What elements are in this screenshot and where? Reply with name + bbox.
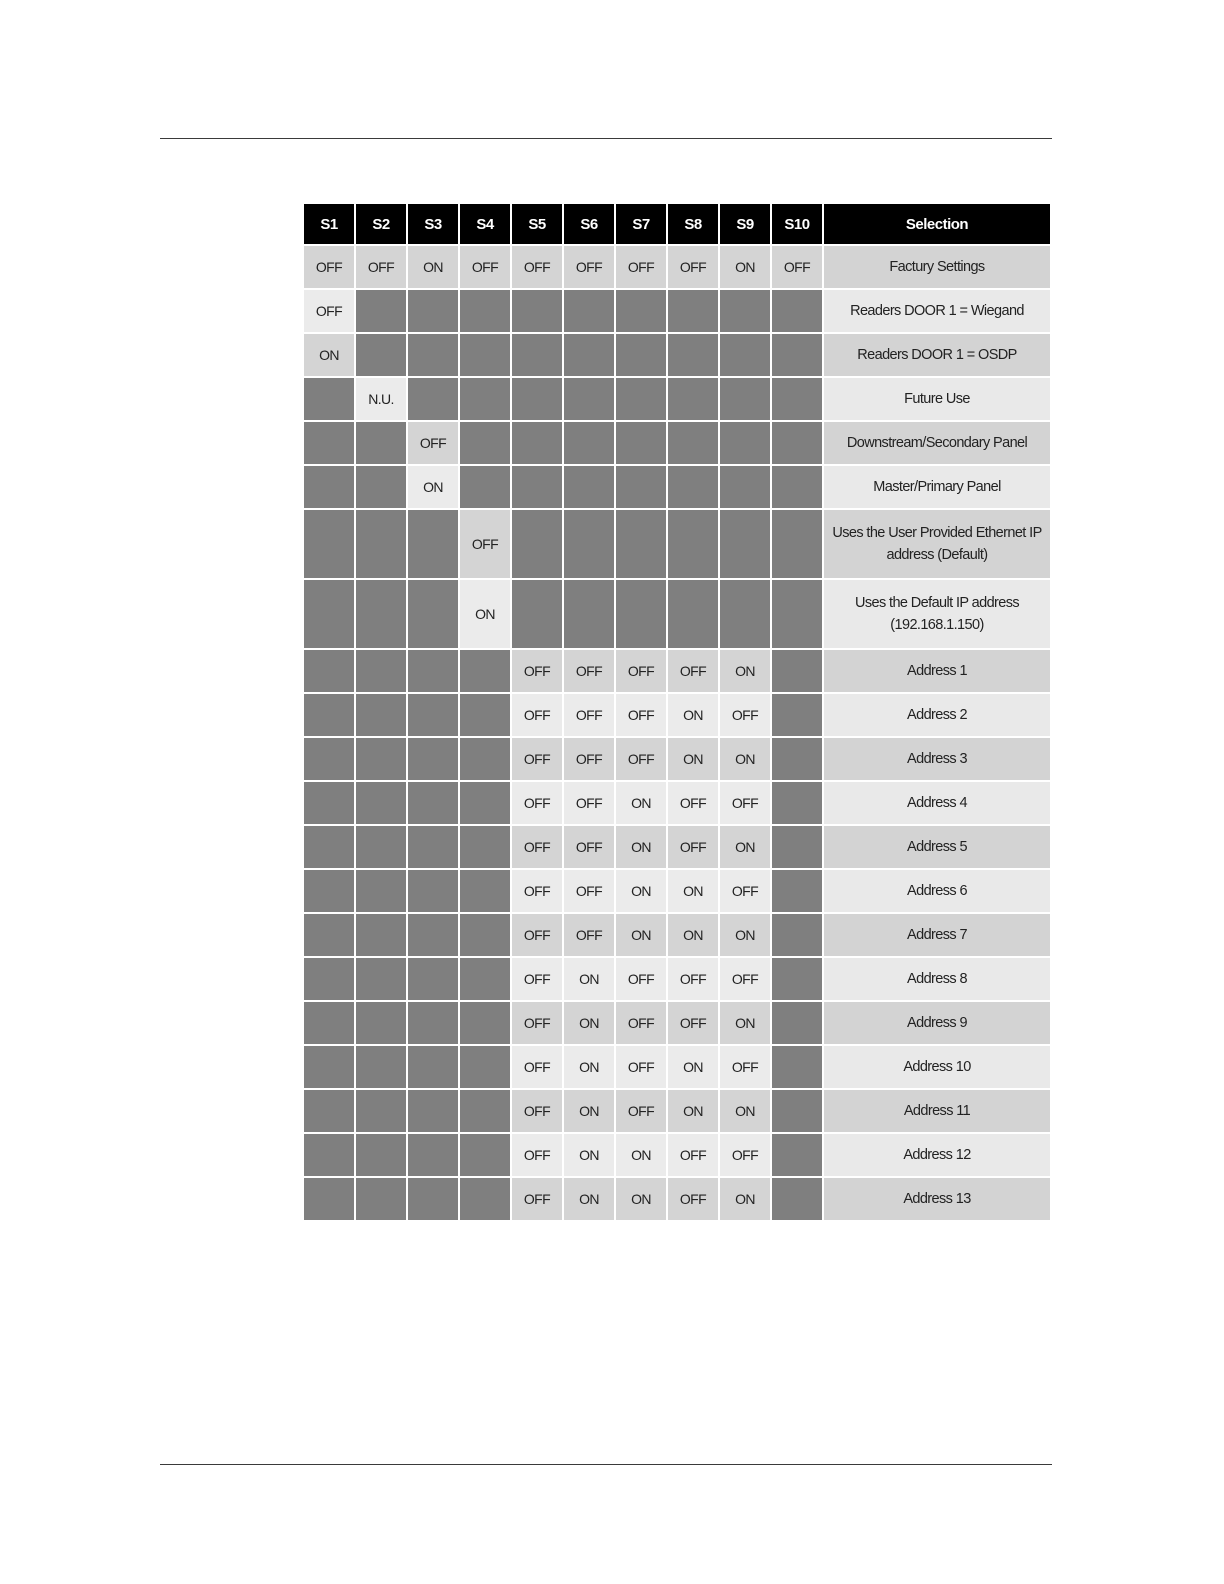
switch-cell-s7: ON xyxy=(616,826,666,868)
switch-cell-s2 xyxy=(356,870,406,912)
switch-cell-s8 xyxy=(668,422,718,464)
switch-cell-s8 xyxy=(668,378,718,420)
switch-cell-s8: OFF xyxy=(668,1178,718,1220)
switch-cell-s3 xyxy=(408,694,458,736)
switch-cell-s2 xyxy=(356,334,406,376)
table-row xyxy=(304,826,1050,868)
switch-cell-s10 xyxy=(772,334,822,376)
switch-cell-s2 xyxy=(356,510,406,578)
table-row xyxy=(304,1090,1050,1132)
selection-cell: Readers DOOR 1 = Wiegand xyxy=(824,290,1050,332)
switch-cell-s3 xyxy=(408,914,458,956)
selection-cell: Future Use xyxy=(824,378,1050,420)
header-s9: S9 xyxy=(720,204,770,244)
switch-cell-s10 xyxy=(772,510,822,578)
table-row xyxy=(304,914,1050,956)
switch-cell-s2 xyxy=(356,958,406,1000)
switch-cell-s4 xyxy=(460,334,510,376)
switch-cell-s5: OFF xyxy=(512,1134,562,1176)
switch-cell-s7: ON xyxy=(616,870,666,912)
selection-cell: Address 3 xyxy=(824,738,1050,780)
switch-cell-s6: OFF xyxy=(564,782,614,824)
switch-cell-s7: ON xyxy=(616,782,666,824)
table-header-row xyxy=(304,204,1050,244)
switch-cell-s1: ON xyxy=(304,334,354,376)
switch-cell-s5: OFF xyxy=(512,1046,562,1088)
switch-cell-s4 xyxy=(460,1002,510,1044)
switch-cell-s1 xyxy=(304,1134,354,1176)
switch-cell-s10 xyxy=(772,826,822,868)
switch-cell-s3 xyxy=(408,1046,458,1088)
switch-cell-s6: ON xyxy=(564,958,614,1000)
header-s3: S3 xyxy=(408,204,458,244)
switch-cell-s5: OFF xyxy=(512,1178,562,1220)
switch-cell-s10 xyxy=(772,580,822,648)
switch-cell-s3 xyxy=(408,826,458,868)
selection-cell: Address 2 xyxy=(824,694,1050,736)
selection-cell: Address 11 xyxy=(824,1090,1050,1132)
switch-cell-s6: OFF xyxy=(564,914,614,956)
switch-cell-s2 xyxy=(356,782,406,824)
switch-cell-s3 xyxy=(408,334,458,376)
switch-cell-s1 xyxy=(304,782,354,824)
switch-cell-s3 xyxy=(408,958,458,1000)
table-row xyxy=(304,1178,1050,1220)
selection-cell: Address 10 xyxy=(824,1046,1050,1088)
switch-cell-s10 xyxy=(772,1134,822,1176)
switch-cell-s9: ON xyxy=(720,1002,770,1044)
switch-cell-s7 xyxy=(616,334,666,376)
switch-cell-s10 xyxy=(772,1090,822,1132)
switch-cell-s1 xyxy=(304,870,354,912)
switch-cell-s9: OFF xyxy=(720,1134,770,1176)
switch-cell-s7: ON xyxy=(616,1178,666,1220)
switch-cell-s4 xyxy=(460,958,510,1000)
switch-cell-s5 xyxy=(512,510,562,578)
switch-cell-s7: OFF xyxy=(616,650,666,692)
selection-cell: Downstream/Secondary Panel xyxy=(824,422,1050,464)
switch-cell-s9: ON xyxy=(720,1178,770,1220)
switch-cell-s2 xyxy=(356,290,406,332)
switch-cell-s5: OFF xyxy=(512,246,562,288)
switch-cell-s9 xyxy=(720,378,770,420)
switch-cell-s6: OFF xyxy=(564,650,614,692)
switch-cell-s9: OFF xyxy=(720,694,770,736)
switch-cell-s5 xyxy=(512,290,562,332)
switch-cell-s9: OFF xyxy=(720,870,770,912)
switch-cell-s9 xyxy=(720,580,770,648)
switch-cell-s6: OFF xyxy=(564,870,614,912)
footer-rule xyxy=(160,1464,1052,1465)
switch-cell-s1 xyxy=(304,580,354,648)
switch-cell-s3 xyxy=(408,738,458,780)
switch-cell-s10 xyxy=(772,914,822,956)
switch-cell-s1 xyxy=(304,958,354,1000)
switch-cell-s6 xyxy=(564,422,614,464)
switch-cell-s4 xyxy=(460,422,510,464)
table-row xyxy=(304,466,1050,508)
switch-cell-s2 xyxy=(356,826,406,868)
switch-cell-s8: ON xyxy=(668,914,718,956)
switch-cell-s10 xyxy=(772,738,822,780)
switch-cell-s3 xyxy=(408,580,458,648)
switch-cell-s7: OFF xyxy=(616,1046,666,1088)
selection-cell: Master/Primary Panel xyxy=(824,466,1050,508)
switch-cell-s7: OFF xyxy=(616,246,666,288)
switch-cell-s10 xyxy=(772,870,822,912)
switch-cell-s4 xyxy=(460,378,510,420)
switch-cell-s8: ON xyxy=(668,738,718,780)
switch-cell-s9: ON xyxy=(720,650,770,692)
switch-cell-s9: ON xyxy=(720,826,770,868)
switch-cell-s6: ON xyxy=(564,1134,614,1176)
switch-cell-s7 xyxy=(616,378,666,420)
switch-cell-s8 xyxy=(668,580,718,648)
header-rule xyxy=(160,138,1052,139)
table-row xyxy=(304,1134,1050,1176)
switch-cell-s5: OFF xyxy=(512,870,562,912)
switch-cell-s10: OFF xyxy=(772,246,822,288)
switch-cell-s3 xyxy=(408,1090,458,1132)
switch-cell-s9: OFF xyxy=(720,782,770,824)
switch-cell-s3: ON xyxy=(408,246,458,288)
selection-cell: Uses the User Provided Ethernet IP address (Default) xyxy=(824,510,1050,578)
table-row xyxy=(304,580,1050,648)
selection-cell: Address 1 xyxy=(824,650,1050,692)
switch-cell-s5 xyxy=(512,422,562,464)
switch-cell-s5: OFF xyxy=(512,1002,562,1044)
table-row xyxy=(304,958,1050,1000)
switch-cell-s5 xyxy=(512,580,562,648)
switch-cell-s4: OFF xyxy=(460,510,510,578)
switch-cell-s2 xyxy=(356,1178,406,1220)
switch-cell-s4: ON xyxy=(460,580,510,648)
table-row xyxy=(304,246,1050,288)
switch-cell-s6: ON xyxy=(564,1046,614,1088)
switch-cell-s8: ON xyxy=(668,1046,718,1088)
switch-cell-s10 xyxy=(772,466,822,508)
switch-cell-s3 xyxy=(408,1002,458,1044)
switch-cell-s10 xyxy=(772,782,822,824)
selection-cell: Address 9 xyxy=(824,1002,1050,1044)
selection-cell: Address 13 xyxy=(824,1178,1050,1220)
header-s5: S5 xyxy=(512,204,562,244)
switch-cell-s6: ON xyxy=(564,1090,614,1132)
switch-cell-s1 xyxy=(304,378,354,420)
switch-cell-s5 xyxy=(512,378,562,420)
switch-cell-s6 xyxy=(564,510,614,578)
switch-cell-s6 xyxy=(564,378,614,420)
switch-cell-s8 xyxy=(668,466,718,508)
switch-cell-s1 xyxy=(304,694,354,736)
switch-cell-s6: ON xyxy=(564,1178,614,1220)
switch-cell-s8: OFF xyxy=(668,1002,718,1044)
switch-cell-s7: ON xyxy=(616,914,666,956)
switch-cell-s4: OFF xyxy=(460,246,510,288)
switch-cell-s3 xyxy=(408,1134,458,1176)
switch-cell-s9 xyxy=(720,466,770,508)
switch-cell-s3: ON xyxy=(408,466,458,508)
table-row xyxy=(304,378,1050,420)
switch-cell-s4 xyxy=(460,1090,510,1132)
switch-cell-s4 xyxy=(460,738,510,780)
switch-cell-s5: OFF xyxy=(512,1090,562,1132)
switch-cell-s1 xyxy=(304,1046,354,1088)
selection-cell: Address 12 xyxy=(824,1134,1050,1176)
switch-cell-s10 xyxy=(772,1178,822,1220)
switch-cell-s8 xyxy=(668,510,718,578)
switch-cell-s4 xyxy=(460,1046,510,1088)
switch-cell-s10 xyxy=(772,1046,822,1088)
dip-switch-table xyxy=(302,202,1052,1222)
switch-cell-s9: ON xyxy=(720,1090,770,1132)
switch-cell-s10 xyxy=(772,290,822,332)
switch-cell-s6: OFF xyxy=(564,738,614,780)
switch-cell-s7: OFF xyxy=(616,1090,666,1132)
switch-cell-s8: ON xyxy=(668,1090,718,1132)
switch-cell-s8: ON xyxy=(668,694,718,736)
header-s7: S7 xyxy=(616,204,666,244)
switch-cell-s10 xyxy=(772,422,822,464)
switch-cell-s3 xyxy=(408,870,458,912)
header-s10: S10 xyxy=(772,204,822,244)
switch-cell-s1 xyxy=(304,1178,354,1220)
switch-cell-s10 xyxy=(772,650,822,692)
switch-cell-s4 xyxy=(460,290,510,332)
switch-cell-s4 xyxy=(460,1134,510,1176)
switch-cell-s8: ON xyxy=(668,870,718,912)
selection-cell: Address 4 xyxy=(824,782,1050,824)
switch-cell-s2 xyxy=(356,738,406,780)
switch-cell-s6 xyxy=(564,466,614,508)
switch-cell-s5: OFF xyxy=(512,738,562,780)
switch-cell-s6: OFF xyxy=(564,246,614,288)
switch-cell-s5 xyxy=(512,334,562,376)
selection-cell: Uses the Default IP address (192.168.1.150) xyxy=(824,580,1050,648)
switch-cell-s3 xyxy=(408,510,458,578)
switch-cell-s5: OFF xyxy=(512,958,562,1000)
switch-cell-s2 xyxy=(356,1134,406,1176)
switch-cell-s2 xyxy=(356,650,406,692)
switch-cell-s2 xyxy=(356,1046,406,1088)
switch-cell-s1 xyxy=(304,650,354,692)
switch-cell-s3 xyxy=(408,650,458,692)
switch-cell-s5: OFF xyxy=(512,782,562,824)
switch-cell-s2 xyxy=(356,694,406,736)
switch-cell-s9: ON xyxy=(720,246,770,288)
switch-cell-s2: OFF xyxy=(356,246,406,288)
switch-cell-s6 xyxy=(564,580,614,648)
switch-cell-s10 xyxy=(772,694,822,736)
switch-cell-s1: OFF xyxy=(304,246,354,288)
switch-cell-s4 xyxy=(460,650,510,692)
header-s8: S8 xyxy=(668,204,718,244)
switch-cell-s4 xyxy=(460,870,510,912)
table-row xyxy=(304,1002,1050,1044)
switch-cell-s2 xyxy=(356,1090,406,1132)
switch-cell-s9 xyxy=(720,422,770,464)
switch-cell-s3 xyxy=(408,290,458,332)
switch-cell-s3 xyxy=(408,378,458,420)
table-row xyxy=(304,1046,1050,1088)
switch-cell-s8 xyxy=(668,290,718,332)
switch-cell-s8: OFF xyxy=(668,782,718,824)
switch-cell-s7 xyxy=(616,510,666,578)
selection-cell: Factury Settings xyxy=(824,246,1050,288)
switch-cell-s6: OFF xyxy=(564,694,614,736)
table-row xyxy=(304,694,1050,736)
switch-cell-s7: OFF xyxy=(616,1002,666,1044)
switch-cell-s9: ON xyxy=(720,914,770,956)
selection-cell: Address 7 xyxy=(824,914,1050,956)
switch-cell-s4 xyxy=(460,782,510,824)
switch-cell-s7: OFF xyxy=(616,738,666,780)
switch-cell-s1: OFF xyxy=(304,290,354,332)
switch-cell-s8: OFF xyxy=(668,958,718,1000)
switch-cell-s3: OFF xyxy=(408,422,458,464)
switch-cell-s5: OFF xyxy=(512,914,562,956)
switch-cell-s9: OFF xyxy=(720,958,770,1000)
switch-cell-s4 xyxy=(460,826,510,868)
table-row xyxy=(304,510,1050,578)
switch-cell-s4 xyxy=(460,914,510,956)
switch-cell-s6: OFF xyxy=(564,826,614,868)
switch-cell-s3 xyxy=(408,1178,458,1220)
switch-cell-s9: ON xyxy=(720,738,770,780)
switch-cell-s1 xyxy=(304,510,354,578)
switch-cell-s9 xyxy=(720,334,770,376)
switch-cell-s7 xyxy=(616,580,666,648)
table-row xyxy=(304,422,1050,464)
switch-cell-s4 xyxy=(460,466,510,508)
switch-cell-s2: N.U. xyxy=(356,378,406,420)
switch-cell-s4 xyxy=(460,694,510,736)
switch-cell-s2 xyxy=(356,914,406,956)
switch-cell-s5: OFF xyxy=(512,826,562,868)
table-row xyxy=(304,650,1050,692)
switch-cell-s8: OFF xyxy=(668,246,718,288)
switch-cell-s6 xyxy=(564,290,614,332)
switch-cell-s9 xyxy=(720,510,770,578)
switch-cell-s5: OFF xyxy=(512,650,562,692)
switch-cell-s2 xyxy=(356,466,406,508)
switch-cell-s8: OFF xyxy=(668,826,718,868)
switch-cell-s7 xyxy=(616,466,666,508)
header-selection: Selection xyxy=(824,204,1050,244)
switch-cell-s6: ON xyxy=(564,1002,614,1044)
switch-cell-s8 xyxy=(668,334,718,376)
switch-cell-s1 xyxy=(304,914,354,956)
selection-cell: Address 5 xyxy=(824,826,1050,868)
switch-cell-s9 xyxy=(720,290,770,332)
switch-cell-s1 xyxy=(304,1090,354,1132)
table-row xyxy=(304,290,1050,332)
table-row xyxy=(304,870,1050,912)
switch-cell-s5: OFF xyxy=(512,694,562,736)
switch-cell-s6 xyxy=(564,334,614,376)
switch-cell-s1 xyxy=(304,422,354,464)
header-s6: S6 xyxy=(564,204,614,244)
selection-cell: Address 6 xyxy=(824,870,1050,912)
header-s1: S1 xyxy=(304,204,354,244)
switch-cell-s7: ON xyxy=(616,1134,666,1176)
switch-cell-s1 xyxy=(304,826,354,868)
switch-cell-s2 xyxy=(356,422,406,464)
header-s2: S2 xyxy=(356,204,406,244)
switch-cell-s8: OFF xyxy=(668,1134,718,1176)
switch-cell-s1 xyxy=(304,1002,354,1044)
switch-cell-s1 xyxy=(304,466,354,508)
switch-cell-s7: OFF xyxy=(616,958,666,1000)
switch-cell-s2 xyxy=(356,1002,406,1044)
table-body xyxy=(304,246,1050,1220)
switch-cell-s10 xyxy=(772,378,822,420)
switch-cell-s7 xyxy=(616,290,666,332)
switch-cell-s10 xyxy=(772,958,822,1000)
switch-cell-s3 xyxy=(408,782,458,824)
switch-cell-s1 xyxy=(304,738,354,780)
switch-cell-s7: OFF xyxy=(616,694,666,736)
selection-cell: Address 8 xyxy=(824,958,1050,1000)
switch-cell-s8: OFF xyxy=(668,650,718,692)
switch-cell-s2 xyxy=(356,580,406,648)
selection-cell: Readers DOOR 1 = OSDP xyxy=(824,334,1050,376)
switch-cell-s7 xyxy=(616,422,666,464)
switch-cell-s10 xyxy=(772,1002,822,1044)
switch-cell-s5 xyxy=(512,466,562,508)
switch-cell-s4 xyxy=(460,1178,510,1220)
table-row xyxy=(304,782,1050,824)
table-row xyxy=(304,738,1050,780)
table-row xyxy=(304,334,1050,376)
switch-cell-s9: OFF xyxy=(720,1046,770,1088)
header-s4: S4 xyxy=(460,204,510,244)
